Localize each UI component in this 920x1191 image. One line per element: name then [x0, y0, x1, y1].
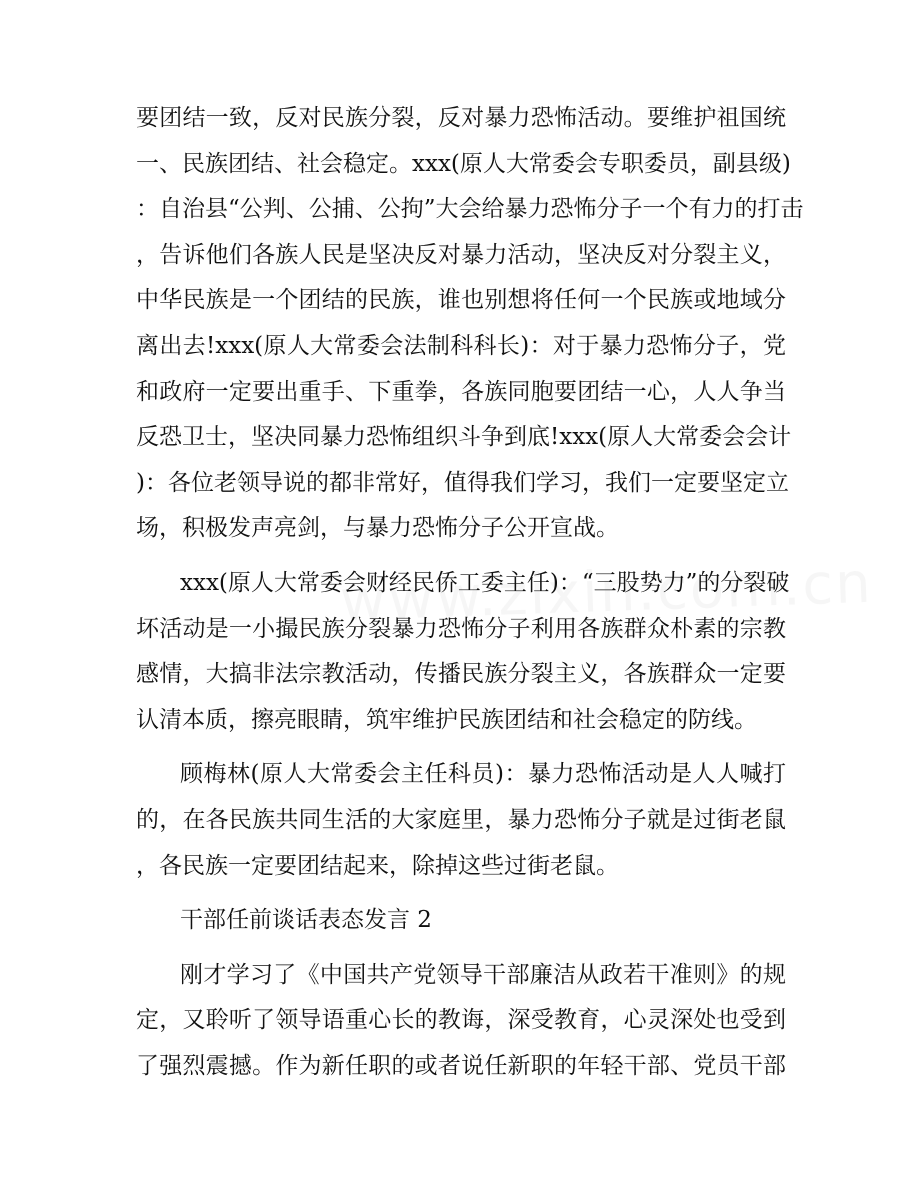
text-line: 顾梅林(原人大常委会主任科员)：暴力恐怖活动是人人喊打 [180, 761, 786, 788]
text-line: 认清本质，擦亮眼睛，筑牢维护民族团结和社会稳定的防线。 [136, 706, 757, 733]
text-line: 和政府一定要出重手、下重拳，各族同胞要团结一心，人人争当 [136, 378, 786, 405]
text-line: 场，积极发声亮剑，与暴力恐怖分子公开宣战。 [136, 515, 619, 542]
text-line: 感情，大搞非法宗教活动，传播民族分裂主义，各族群众一定要 [136, 661, 786, 688]
text-line: ，告诉他们各族人民是坚决反对暴力活动，坚决反对分裂主义， [136, 241, 786, 268]
text-line: 定，又聆听了领导语重心长的教诲，深受教育，心灵深处也受到 [136, 1007, 786, 1034]
section-heading [136, 898, 786, 944]
text-line: )：各位老领导说的都非常好，值得我们学习，我们一定要坚定立 [136, 469, 789, 496]
text-line: 了强烈震撼。作为新任职的或者说任新职的年轻干部、党员干部 [136, 1052, 786, 1079]
text-line: 要团结一致，反对民族分裂，反对暴力恐怖活动。要维护祖国统 [136, 105, 786, 131]
text-line: ：自治县“公判、公捕、公拘”大会给暴力恐怖分子一个有力的打击 [136, 196, 804, 223]
text-line: 中华民族是一个团结的民族，谁也别想将任何一个民族或地域分 [136, 287, 786, 314]
text-line: 的，在各民族共同生活的大家庭里，暴力恐怖分子就是过街老鼠 [136, 806, 786, 833]
text-line: ，各民族一定要团结起来，除掉这些过街老鼠。 [136, 852, 619, 879]
text-line: 一、民族团结、社会稳定。xxx(原人大常委会专职委员，副县级) [136, 150, 791, 177]
text-line: 离出去!xxx(原人大常委会法制科科长)：对于暴力恐怖分子，党 [136, 332, 786, 359]
text-line: 刚才学习了《中国共产党领导干部廉洁从政若干准则》的规 [180, 961, 786, 988]
text-line: xxx(原人大常委会财经民侨工委主任)：“三股势力”的分裂破 [180, 569, 790, 596]
paragraph [136, 752, 786, 889]
text-line: 反恐卫士，坚决同暴力恐怖组织斗争到底!xxx(原人大常委会会计 [136, 424, 792, 451]
text-line: 坏活动是一小撮民族分裂暴力恐怖分子利用各族群众朴素的宗教 [136, 615, 786, 642]
heading-text: 干部任前谈话表态发言 2 [180, 907, 432, 934]
paragraph [136, 96, 804, 552]
paragraph [136, 561, 790, 743]
document-body [136, 96, 804, 1089]
paragraph [136, 953, 786, 1090]
